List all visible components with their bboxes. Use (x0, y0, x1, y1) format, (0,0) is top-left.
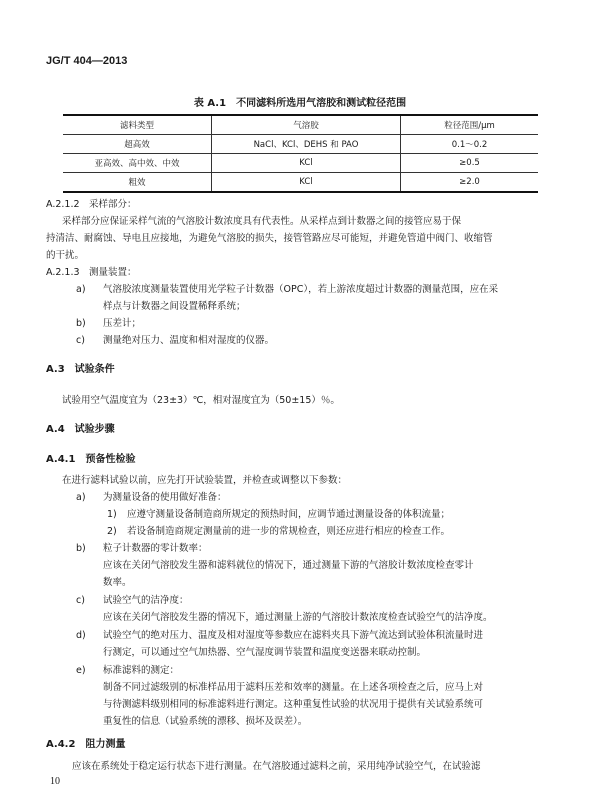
table-cell: 亚高效、高中效、中效 (63, 154, 212, 173)
list-marker: c) (76, 335, 85, 346)
list-marker: a) (76, 492, 86, 503)
table-row (63, 135, 538, 154)
list-marker: d) (76, 630, 86, 641)
section-heading-a4: A.4 试验步骤 (46, 424, 115, 435)
list-item-body: 应该在关闭气溶胶发生器的情况下，通过测量上游的气溶胶计数浓度检查试验空气的洁净度。 (103, 612, 493, 623)
sub-list-marker: 2) (107, 526, 117, 537)
section-heading-a2-1-2: A.2.1.2 采样部分： (46, 199, 137, 210)
section-heading-a2-1-3: A.2.1.3 测量装置： (46, 267, 137, 278)
section-heading-a4-2: A.4.2 阻力测量 (46, 739, 126, 750)
list-item: 标准滤料的测定： (103, 665, 180, 676)
section-heading-a4-1: A.4.1 预备性检验 (46, 454, 136, 465)
list-item: 试验空气的洁净度： (103, 595, 189, 606)
paragraph-line: 试验用空气温度宜为（23±3）℃，相对湿度宜为（50±15）％。 (62, 395, 340, 406)
list-item: 粒子计数器的零计数率： (103, 543, 208, 554)
table-cell: 0.1～0.2 (401, 135, 539, 154)
table-cell: ≥0.5 (401, 154, 539, 173)
list-item-body: 应该在关闭气溶胶发生器和滤料就位的情况下，通过测量下游的气溶胶计数浓度检查零计 (103, 560, 474, 571)
table-row (63, 173, 538, 193)
sub-list-marker: 1) (107, 509, 117, 520)
table-header-cell: 粒径范围/μm (401, 115, 539, 135)
list-item-body: 与待测滤料级别相同的标准滤料进行测定。这种重复性试验的状况用于提供有关试验系统可 (103, 699, 484, 710)
list-item: 样点与计数器之间设置稀释系统； (103, 301, 246, 312)
list-item: 试验空气的绝对压力、温度及相对湿度等参数应在滤料夹具下游气流达到试验体积流量时进 (103, 630, 484, 641)
list-marker: b) (76, 543, 86, 554)
list-item-body: 重复性的信息（试验系统的漂移、损坏及误差）。 (103, 716, 308, 727)
list-item: 为测量设备的使用做好准备： (103, 492, 227, 503)
table-cell: ≥2.0 (401, 173, 539, 193)
table-cell: 超高效 (63, 135, 212, 154)
page-number: 10 (50, 776, 60, 787)
sub-list-item: 应遵守测量设备制造商所规定的预热时间，应调节通过测量设备的体积流量； (127, 509, 451, 520)
table-cell: KCl (212, 154, 401, 173)
table-row (63, 154, 538, 173)
table-cell: 粗效 (63, 173, 212, 193)
table-title: 表 A.1 不同滤料所选用气溶胶和测试粒径范围 (193, 98, 407, 109)
table-header-cell: 滤料类型 (63, 115, 212, 135)
list-item: 压差计； (103, 318, 142, 329)
table-cell: KCl (212, 173, 401, 193)
list-marker: c) (76, 595, 85, 606)
list-item: 测量绝对压力、温度和相对湿度的仪器。 (103, 335, 275, 346)
standard-id: JG/T 404—2013 (46, 55, 128, 67)
table-header-cell: 气溶胶 (212, 115, 401, 135)
list-marker: b) (76, 318, 86, 329)
paragraph-line: 持清洁、耐腐蚀、导电且应接地，为避免气溶胶的损失，接管管路应尽可能短，并避免管道中阀门、收缩管 (46, 233, 493, 244)
section-heading-a3: A.3 试验条件 (46, 364, 115, 375)
list-marker: a) (76, 284, 86, 295)
table-header-row (63, 115, 538, 135)
list-item: 行测定，可以通过空气加热器、空气湿度调节装置和温度变送器来联动控制。 (103, 647, 427, 658)
list-item: 气溶胶浓度测量装置使用光学粒子计数器（OPC），若上游浓度超过计数器的测量范围，应在采 (103, 284, 499, 295)
paragraph-line: 应该在系统处于稳定运行状态下进行测量。在气溶胶通过滤料之前，采用纯净试验空气，在试验滤 (72, 761, 481, 772)
list-marker: e) (76, 665, 86, 676)
list-item-body: 制备不同过滤级别的标准样品用于滤料压差和效率的测量。在上述各项检查之后，应马上对 (103, 682, 484, 693)
list-item-body: 数率。 (103, 577, 132, 588)
sub-list-item: 若设备制造商规定测量前的进一步的常规检查，则还应进行相应的检查工作。 (127, 526, 451, 537)
paragraph-line: 的干扰。 (46, 250, 85, 261)
paragraph-line: 在进行滤料试验以前，应先打开试验装置，并检查或调整以下参数： (62, 475, 348, 486)
table-cell: NaCl、KCl、DEHS 和 PAO (212, 135, 401, 154)
paragraph-line: 采样部分应保证采样气流的气溶胶计数浓度具有代表性。从采样点到计数器之间的接管应易于保 (62, 216, 462, 227)
aerosol-table (63, 114, 538, 193)
